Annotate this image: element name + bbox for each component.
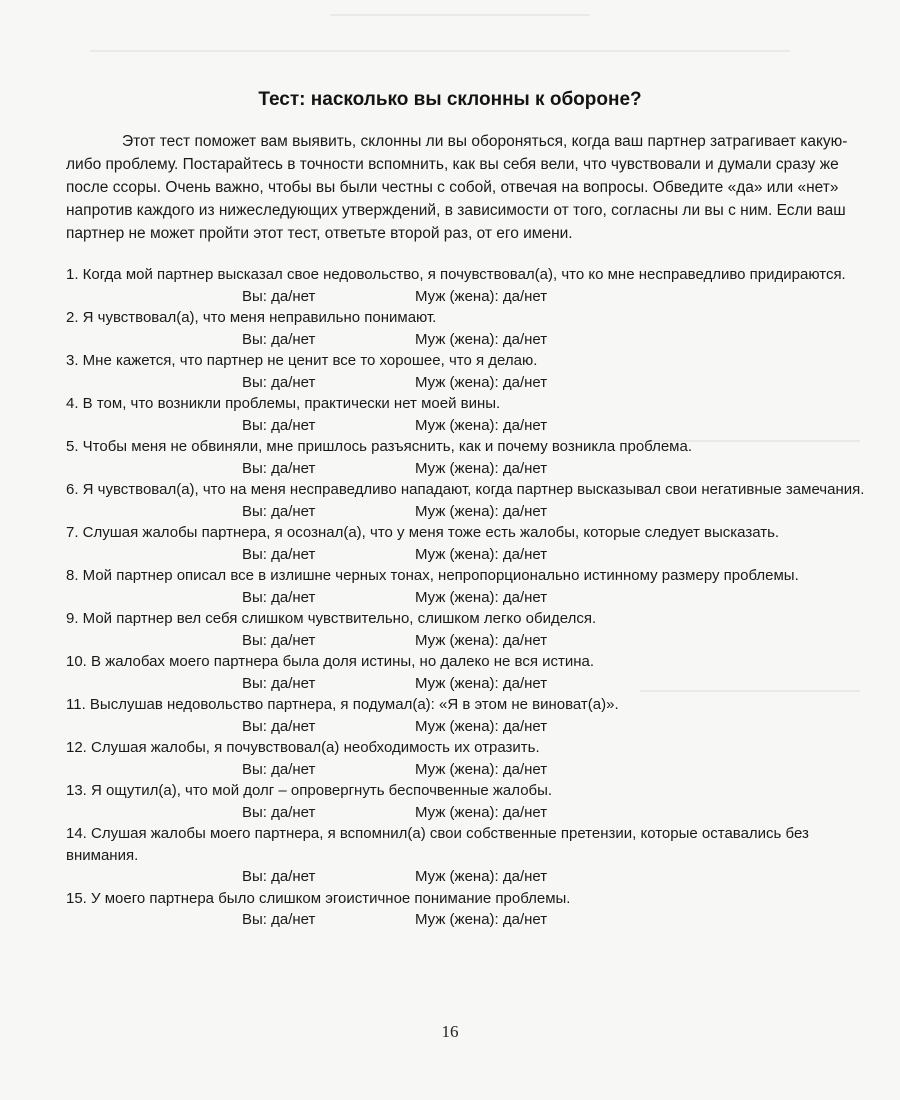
question-item: [66, 565, 866, 608]
question-text: 9. Мой партнер вел себя слишком чувствительно, слишком легко обиделся.: [66, 610, 597, 627]
question-text: 14. Слушая жалобы моего партнера, я вспомнил(а) свои собственные претензии, которые оставались без внимания.: [66, 825, 809, 864]
answer-you[interactable]: Вы: да/нет: [242, 588, 316, 606]
question-item: [66, 522, 866, 565]
question-text: 12. Слушая жалобы, я почувствовал(а) необходимость их отразить.: [66, 739, 540, 756]
question-item: [66, 393, 866, 436]
answer-you[interactable]: Вы: да/нет: [242, 459, 316, 477]
answer-spouse[interactable]: Муж (жена): да/нет: [415, 674, 548, 692]
answer-you[interactable]: Вы: да/нет: [242, 631, 316, 649]
question-text: 7. Слушая жалобы партнера, я осознал(а), что у меня тоже есть жалобы, которые следует высказать.: [66, 524, 780, 541]
question-item: [66, 307, 866, 350]
answer-spouse[interactable]: Муж (жена): да/нет: [415, 631, 548, 649]
answer-options: [66, 630, 866, 652]
answer-spouse[interactable]: Муж (жена): да/нет: [415, 330, 548, 348]
question-text: 6. Я чувствовал(а), что на меня несправедливо нападают, когда партнер высказывал свои негативные замечания.: [66, 481, 865, 498]
answer-you[interactable]: Вы: да/нет: [242, 330, 316, 348]
intro-paragraph: Этот тест поможет вам выявить, склонны ли вы обороняться, когда ваш партнер затрагивает какую-либо проблему. Постарайтесь в точности вспомнить, как вы себя вели, что чувствовали и думали сразу же после ссоры. Очень важно, чтобы вы были честны с собой, отвечая на вопросы. Обведите «да» или «нет» напротив каждого из нижеследующих утверждений, в зависимости от того, согласны ли вы с ним. Если ваш партнер не может пройти этот тест, ответьте второй раз, от его имени.: [66, 133, 848, 242]
answer-options: [66, 501, 866, 523]
question-item: [66, 436, 866, 479]
answer-you[interactable]: Вы: да/нет: [242, 803, 316, 821]
answer-you[interactable]: Вы: да/нет: [242, 717, 316, 735]
question-item: [66, 694, 866, 737]
answer-you[interactable]: Вы: да/нет: [242, 416, 316, 434]
answer-options: [66, 802, 866, 824]
answer-you[interactable]: Вы: да/нет: [242, 674, 316, 692]
answer-options: [66, 759, 866, 781]
answer-spouse[interactable]: Муж (жена): да/нет: [415, 717, 548, 735]
answer-you[interactable]: Вы: да/нет: [242, 911, 316, 928]
answer-spouse[interactable]: Муж (жена): да/нет: [415, 416, 548, 434]
page-number: 16: [441, 1022, 459, 1041]
answer-spouse[interactable]: Муж (жена): да/нет: [415, 287, 548, 305]
answer-options: [66, 458, 866, 480]
answer-you[interactable]: Вы: да/нет: [242, 760, 316, 778]
question-text: 2. Я чувствовал(а), что меня неправильно понимают.: [66, 309, 437, 326]
answer-options: [66, 587, 866, 609]
question-text: 3. Мне кажется, что партнер не ценит все то хорошее, что я делаю.: [66, 352, 538, 369]
bleed-through-line: [330, 14, 590, 16]
question-text: 1. Когда мой партнер высказал свое недовольство, я почувствовал(а), что ко мне несправедливо придираются.: [66, 266, 846, 283]
page-title: Тест: насколько вы склонны к обороне?: [258, 89, 642, 110]
answer-options: [66, 909, 866, 931]
answer-spouse[interactable]: Муж (жена): да/нет: [415, 588, 548, 606]
answer-you[interactable]: Вы: да/нет: [242, 545, 316, 563]
answer-options: [66, 673, 866, 695]
question-item: [66, 823, 866, 888]
answer-you[interactable]: Вы: да/нет: [242, 287, 316, 305]
answer-options: [66, 415, 866, 437]
question-item: [66, 888, 866, 931]
question-text: 10. В жалобах моего партнера была доля истины, но далеко не вся истина.: [66, 653, 595, 670]
question-text: 8. Мой партнер описал все в излишне черных тонах, непропорционально истинному размеру проблемы.: [66, 567, 799, 584]
bleed-through-line: [90, 50, 790, 52]
question-item: [66, 479, 866, 522]
answer-spouse[interactable]: Муж (жена): да/нет: [415, 545, 548, 563]
answer-options: [66, 372, 866, 394]
question-text: 15. У моего партнера было слишком эгоистичное понимание проблемы.: [66, 889, 571, 907]
answer-spouse[interactable]: Муж (жена): да/нет: [415, 760, 548, 778]
answer-spouse[interactable]: Муж (жена): да/нет: [415, 803, 548, 821]
answer-options: [66, 286, 866, 308]
answer-spouse[interactable]: Муж (жена): да/нет: [415, 502, 548, 520]
answer-you[interactable]: Вы: да/нет: [242, 373, 316, 391]
question-item: [66, 737, 866, 780]
question-text: 13. Я ощутил(а), что мой долг – опровергнуть беспочвенные жалобы.: [66, 782, 553, 799]
questions-list: [66, 264, 866, 931]
question-text: 11. Выслушав недовольство партнера, я подумал(а): «Я в этом не виноват(а)».: [66, 696, 619, 713]
question-item: [66, 608, 866, 651]
question-item: [66, 264, 866, 307]
answer-options: [66, 544, 866, 566]
answer-spouse[interactable]: Муж (жена): да/нет: [415, 373, 548, 391]
question-item: [66, 350, 866, 393]
answer-spouse[interactable]: Муж (жена): да/нет: [415, 911, 548, 928]
answer-options: [66, 866, 866, 888]
answer-options: [66, 329, 866, 351]
question-text: 5. Чтобы меня не обвиняли, мне пришлось разъяснить, как и почему возникла проблема.: [66, 438, 693, 455]
answer-you[interactable]: Вы: да/нет: [242, 502, 316, 520]
answer-spouse[interactable]: Муж (жена): да/нет: [415, 868, 548, 885]
answer-spouse[interactable]: Муж (жена): да/нет: [415, 459, 548, 477]
question-item: [66, 651, 866, 694]
answer-you[interactable]: Вы: да/нет: [242, 868, 316, 885]
question-text: 4. В том, что возникли проблемы, практически нет моей вины.: [66, 395, 501, 412]
question-item: [66, 780, 866, 823]
answer-options: [66, 716, 866, 738]
